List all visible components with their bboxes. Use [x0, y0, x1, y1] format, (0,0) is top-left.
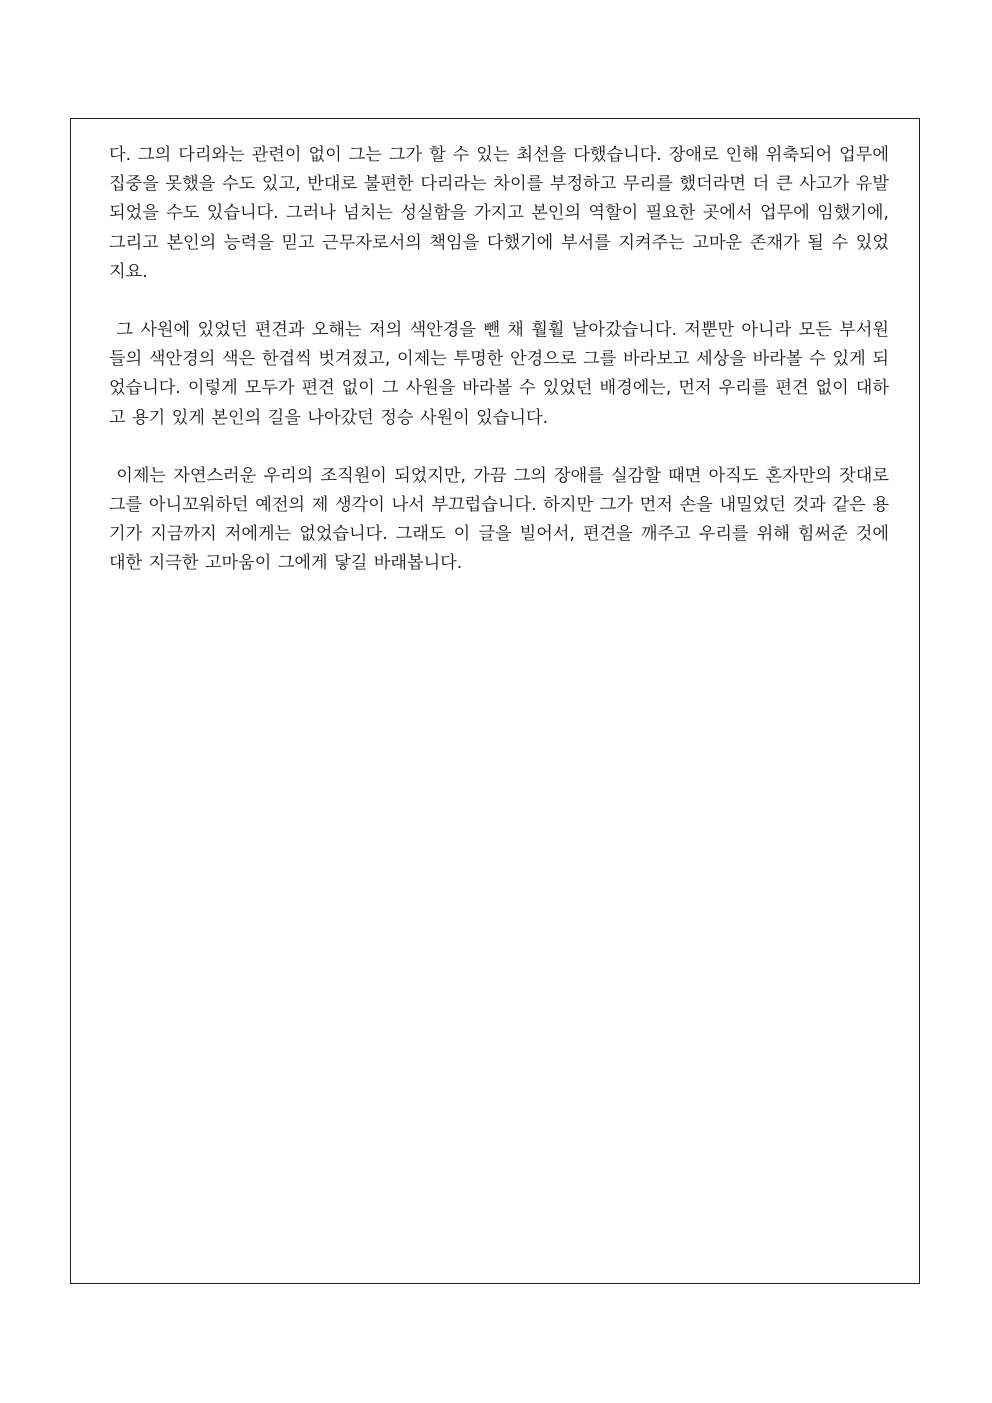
document-body [109, 141, 896, 608]
page-border [70, 118, 920, 1284]
paragraph-2: 그 사원에 있었던 편견과 오해는 저의 색안경을 뺀 채 훨훨 날아갔습니다. 저뿐만 아니라 모든 부서원들의 색안경의 색은 한겹씩 벗겨졌고, 이제는 투명한 안경으로 그를 바라보고 세상을 바라볼 수 있게 되었습니다. 이렇게 모두가 편견 없이 그 사원을 바라볼 수 있었던 배경에는, 먼저 우리를 편견 없이 대하고 용기 있게 본인의 길을 나아갔던 정승 사원이 있습니다. [109, 320, 889, 428]
paragraph-1: 다. 그의 다리와는 관련이 없이 그는 그가 할 수 있는 최선을 다했습니다. 장애로 인해 위축되어 업무에 집중을 못했을 수도 있고, 반대로 불편한 다리라는 차이를 부정하고 무리를 했더라면 더 큰 사고가 유발되었을 수도 있습니다. 그러나 넘치는 성실함을 가지고 본인의 역할이 필요한 곳에서 업무에 임했기에, 그리고 본인의 능력을 믿고 근무자로서의 책임을 다했기에 부서를 지켜주는 고마운 존재가 될 수 있었지요. [109, 145, 896, 282]
paragraph-3: 이제는 자연스러운 우리의 조직원이 되었지만, 가끔 그의 장애를 실감할 때면 아직도 혼자만의 잣대로 그를 아니꼬워하던 예전의 제 생각이 나서 부끄럽습니다. 하지만 그가 먼저 손을 내밀었던 것과 같은 용기가 지금까지 저에게는 없었습니다. 그래도 이 글을 빌어서, 편견을 깨주고 우리를 위해 힘써준 것에 대한 지극한 고마움이 그에게 닿길 바래봅니다. [109, 465, 896, 574]
